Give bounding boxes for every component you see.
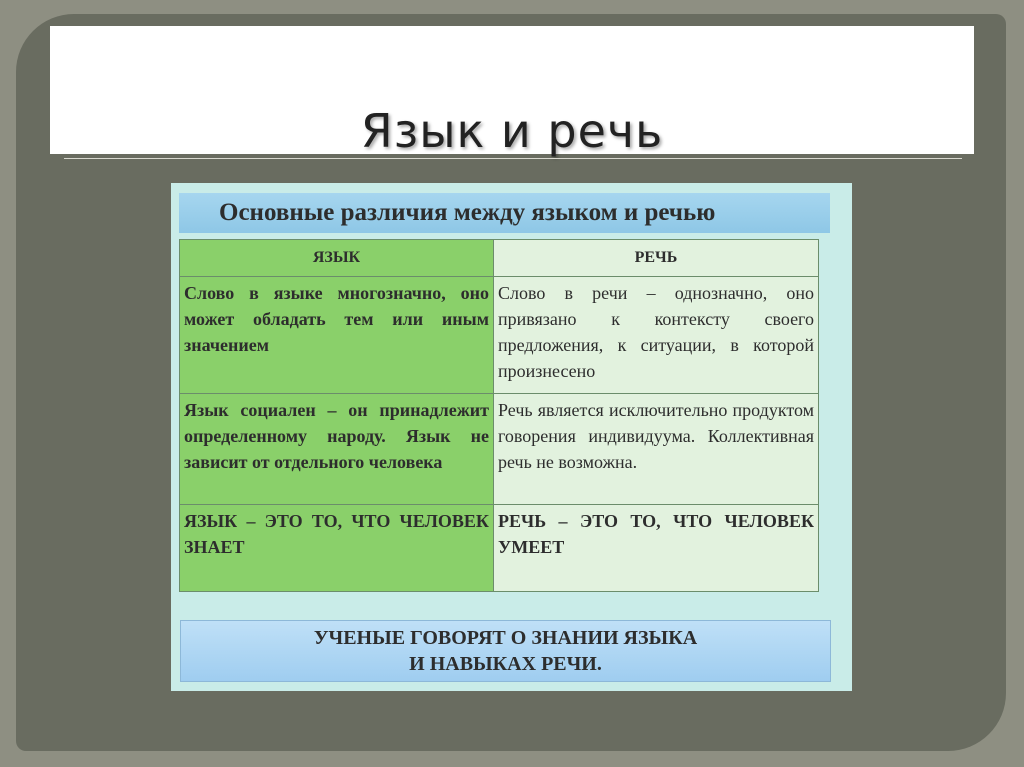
title-divider <box>64 158 962 159</box>
table-row <box>180 277 819 394</box>
comparison-panel <box>171 183 852 691</box>
panel-header <box>179 193 830 233</box>
column-header-speech: РЕЧЬ <box>494 240 819 277</box>
table-cell-language: ЯЗЫК – ЭТО ТО, ЧТО ЧЕЛОВЕК ЗНАЕТ <box>180 505 494 592</box>
column-header-language: ЯЗЫК <box>180 240 494 277</box>
title-area <box>50 26 974 158</box>
table-header-row <box>180 240 819 277</box>
conclusion-line-2: И НАВЫКАХ РЕЧИ. <box>409 653 602 675</box>
slide-title: Язык и речь <box>360 104 664 158</box>
table-row <box>180 394 819 505</box>
table-cell-language: Язык социален – он принадлежит определенному народу. Язык не зависит от отдельного человека <box>180 394 494 505</box>
comparison-table <box>179 239 819 592</box>
table-cell-speech: РЕЧЬ – ЭТО ТО, ЧТО ЧЕЛОВЕК УМЕЕТ <box>494 505 819 592</box>
table-cell-speech: Слово в речи – однозначно, оно привязано к контексту своего предложения, к ситуации, в которой произнесено <box>494 277 819 394</box>
table-cell-speech: Речь является исключительно продуктом говорения индивидуума. Коллективная речь не возможна. <box>494 394 819 505</box>
panel-header-text: Основные различия между языком и речью <box>219 199 716 226</box>
table-row <box>180 505 819 592</box>
conclusion-line-1: УЧЕНЫЕ ГОВОРЯТ О ЗНАНИИ ЯЗЫКА <box>313 627 698 649</box>
conclusion-box <box>180 620 831 682</box>
table-cell-language: Слово в языке многозначно, оно может обладать тем или иным значением <box>180 277 494 394</box>
